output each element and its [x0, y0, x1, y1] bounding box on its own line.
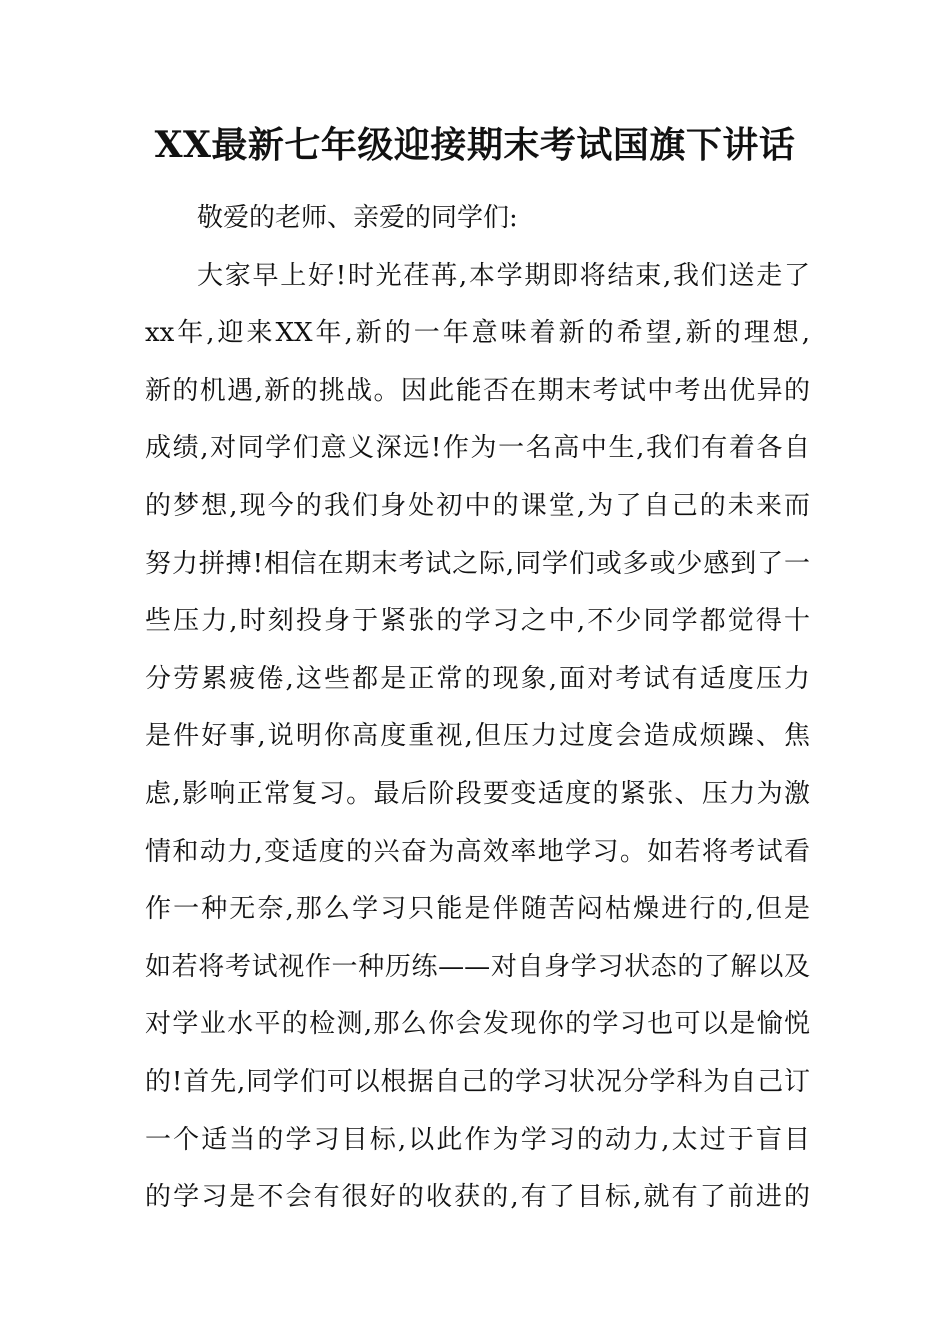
paragraph-line: 作一种无奈,那么学习只能是伴随苦闷枯燥进行的,但是 — [145, 894, 810, 925]
paragraph-line: 分劳累疲倦,这些都是正常的现象,面对考试有适度压力 — [145, 663, 810, 694]
paragraph-line: 大家早上好!时光荏苒,本学期即将结束,我们送走了 — [197, 260, 810, 291]
paragraph-line: 是件好事,说明你高度重视,但压力过度会造成烦躁、焦 — [145, 721, 810, 752]
paragraph-line: 的!首先,同学们可以根据自己的学习状况分学科为自己订 — [145, 1066, 810, 1097]
paragraph-line: 成绩,对同学们意义深远!作为一名高中生,我们有着各自 — [145, 433, 810, 464]
greeting-line: 敬爱的老师、亲爱的同学们: — [197, 203, 518, 233]
paragraph-line: 如若将考试视作一种历练——对自身学习状态的了解以及 — [145, 951, 810, 982]
paragraph-line: 情和动力,变适度的兴奋为高效率地学习。如若将考试看 — [145, 836, 810, 867]
paragraph-line: 新的机遇,新的挑战。因此能否在期末考试中考出优异的 — [145, 375, 810, 406]
paragraph-line: 的学习是不会有很好的收获的,有了目标,就有了前进的 — [145, 1182, 810, 1213]
paragraph-line: 对学业水平的检测,那么你会发现你的学习也可以是愉悦 — [145, 1009, 810, 1040]
paragraph-line: 虑,影响正常复习。最后阶段要变适度的紧张、压力为激 — [145, 778, 810, 809]
paragraph-line: 努力拼搏!相信在期末考试之际,同学们或多或少感到了一 — [145, 548, 810, 579]
paragraph-line: 的梦想,现今的我们身处初中的课堂,为了自己的未来而 — [145, 490, 810, 521]
paragraph-line: xx年,迎来XX年,新的一年意味着新的希望,新的理想, — [145, 318, 810, 349]
paragraph-line: 一个适当的学习目标,以此作为学习的动力,太过于盲目 — [145, 1124, 810, 1155]
page-title: XX最新七年级迎接期末考试国旗下讲话 — [154, 124, 796, 166]
paragraph-line: 些压力,时刻投身于紧张的学习之中,不少同学都觉得十 — [145, 606, 810, 637]
document-body — [145, 190, 810, 1227]
